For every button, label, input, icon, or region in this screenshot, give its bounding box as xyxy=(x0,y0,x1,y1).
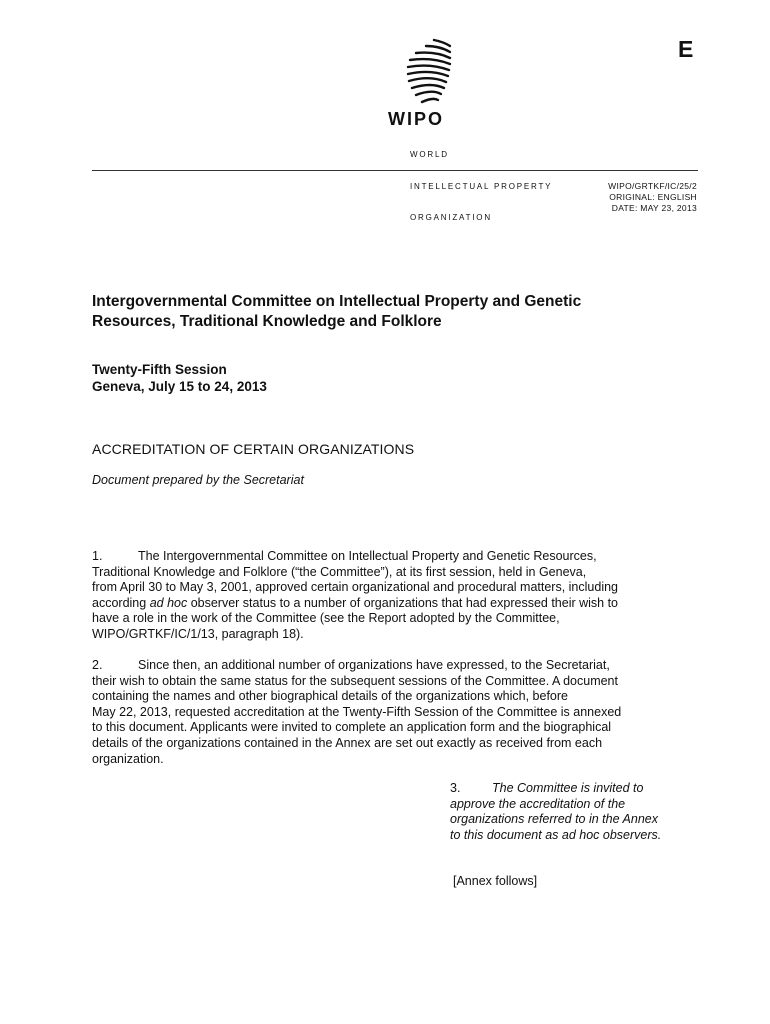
doc-original-language: ORIGINAL: ENGLISH xyxy=(609,192,697,202)
paragraph-number: 2. xyxy=(92,658,103,672)
paragraph-text: Traditional Knowledge and Folklore (“the Committee”), at its first session, held in Geneva, xyxy=(92,564,587,579)
paragraph-text: their wish to obtain the same status for the subsequent sessions of the Committee. A document xyxy=(92,673,618,688)
paragraph-3-decision xyxy=(450,781,661,843)
language-code: E xyxy=(678,36,694,62)
annex-follows-note: [Annex follows] xyxy=(453,874,538,888)
paragraph-text: to this document as ad hoc observers. xyxy=(450,827,662,842)
paragraph-text: The Intergovernmental Committee on Intellectual Property and Genetic Resources, xyxy=(138,549,597,563)
paragraph-number: 3. xyxy=(450,781,461,795)
header-divider xyxy=(92,170,698,171)
logo-org-line1: WORLD xyxy=(410,150,449,159)
paragraph-2 xyxy=(92,658,712,767)
paragraph-text-italic: ad hoc xyxy=(149,595,188,610)
paragraph-text: according xyxy=(92,595,150,610)
paragraph-text: Since then, an additional number of organizations have expressed, to the Secretariat, xyxy=(138,658,610,672)
paragraph-text: from April 30 to May 3, 2001, approved certain organizational and procedural matters, including xyxy=(92,580,618,595)
paragraph-text: The Committee is invited to xyxy=(492,781,644,795)
logo-org-line3: ORGANIZATION xyxy=(410,213,492,222)
document-metadata xyxy=(608,181,697,214)
paragraph-text: details of the organizations contained in the Annex are set out exactly as received from each xyxy=(92,735,603,750)
paragraph-text: observer status to a number of organizations that had expressed their wish to xyxy=(187,595,619,610)
logo-wordmark: WIPO xyxy=(388,109,444,129)
paragraph-text: containing the names and other biographical details of the organizations which, before xyxy=(92,689,569,704)
document-title: ACCREDITATION OF CERTAIN ORGANIZATIONS xyxy=(92,441,415,457)
paragraph-text: organizations referred to in the Annex xyxy=(450,812,658,827)
committee-name-line1: Intergovernmental Committee on Intellectual Property and Genetic xyxy=(92,293,582,310)
committee-name-line2: Resources, Traditional Knowledge and Folklore xyxy=(92,313,442,330)
committee-name xyxy=(92,292,702,332)
wipo-globe-lines-icon xyxy=(404,36,452,108)
logo-org-name xyxy=(410,129,552,245)
session-place-dates: Geneva, July 15 to 24, 2013 xyxy=(92,379,267,394)
paragraph-number: 1. xyxy=(92,549,103,563)
doc-date: DATE: MAY 23, 2013 xyxy=(611,203,697,213)
paragraph-text: WIPO/GRTKF/IC/1/13, paragraph 18). xyxy=(92,626,304,641)
prepared-by: Document prepared by the Secretariat xyxy=(92,473,304,487)
session-name: Twenty-Fifth Session xyxy=(92,362,227,377)
paragraph-text: to this document. Applicants were invited to complete an application form and the biographical xyxy=(92,720,612,735)
paragraph-1 xyxy=(92,549,712,643)
paragraph-text: have a role in the work of the Committee (see the Report adopted by the Committee, xyxy=(92,611,560,626)
paragraph-text: organization. xyxy=(92,751,164,766)
doc-symbol: WIPO/GRTKF/IC/25/2 xyxy=(608,181,697,191)
paragraph-text: approve the accreditation of the xyxy=(450,796,626,811)
paragraph-text: May 22, 2013, requested accreditation at the Twenty-Fifth Session of the Committee is annexed xyxy=(92,704,622,719)
logo-org-line2: INTELLECTUAL PROPERTY xyxy=(410,181,553,191)
session-info xyxy=(92,361,267,395)
wipo-logo xyxy=(388,36,588,222)
